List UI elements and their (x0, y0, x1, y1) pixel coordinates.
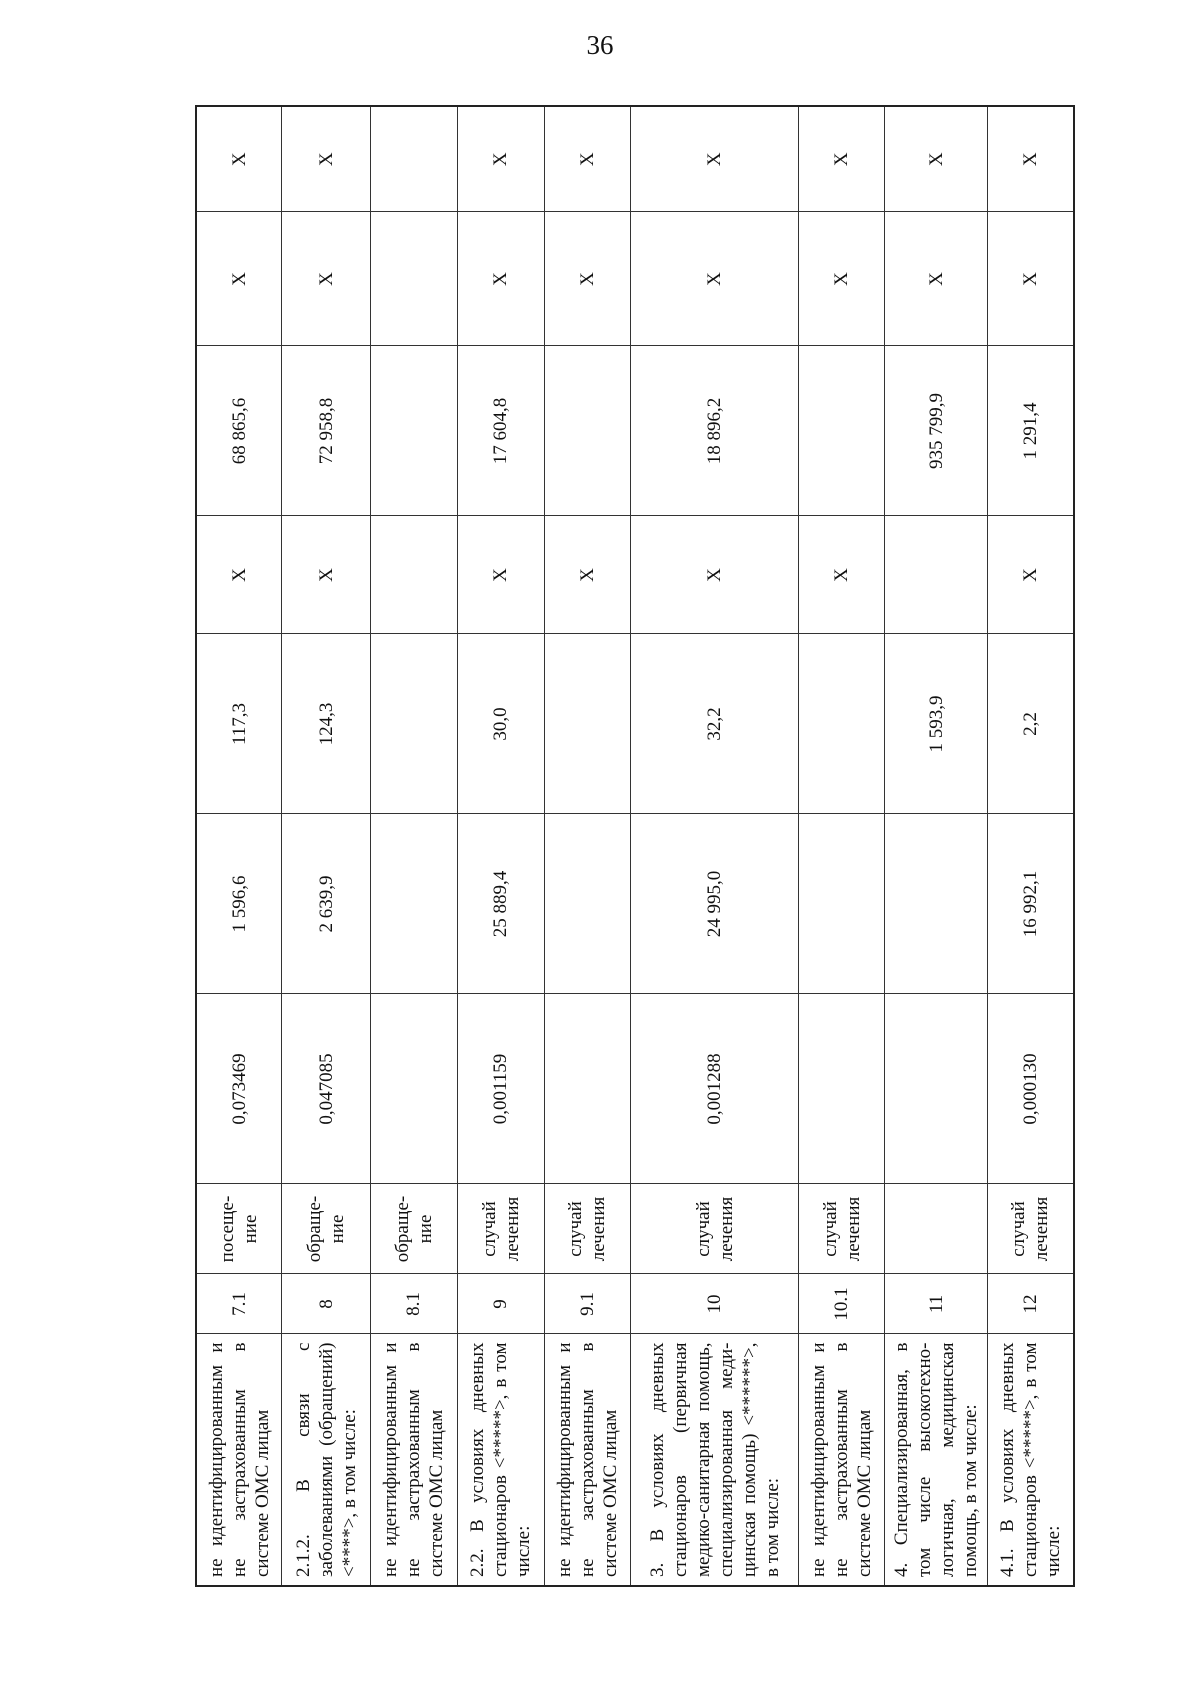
per-capita-budget: 1 593,9 (885, 634, 987, 814)
total-oms (371, 212, 458, 346)
table-row (544, 106, 631, 1586)
unit-cost (885, 814, 987, 994)
volume-norm (798, 994, 885, 1184)
unit-cost (544, 814, 631, 994)
share-percent: X (282, 106, 371, 212)
volume-norm: 0,001159 (457, 994, 544, 1184)
unit-cost (371, 814, 458, 994)
per-capita-oms: X (457, 516, 544, 634)
financing-table (195, 105, 1075, 1587)
row-label: 4.1. В условиях дневных стационаров <*****>, в том числе: (987, 1334, 1074, 1586)
table-row (196, 106, 282, 1586)
per-capita-oms (371, 516, 458, 634)
volume-norm: 0,001288 (631, 994, 798, 1184)
row-label: 2.2. В условиях дневных стационаров <*****>, в том числе: (457, 1334, 544, 1586)
unit-of-measure: посеще-ние (196, 1184, 282, 1274)
share-percent: X (196, 106, 282, 212)
volume-norm: 0,073469 (196, 994, 282, 1184)
row-label: не идентифицированным и не застрахованным в системе ОМС лицам (371, 1334, 458, 1586)
row-number: 10 (631, 1274, 798, 1334)
row-label: не идентифицированным и не застрахованным в системе ОМС лицам (798, 1334, 885, 1586)
total-budget: 935 799,9 (885, 346, 987, 516)
rotated-table-container (195, 107, 1075, 1587)
per-capita-oms: X (544, 516, 631, 634)
table-row (282, 106, 371, 1586)
row-number: 12 (987, 1274, 1074, 1334)
table-row (631, 106, 798, 1586)
per-capita-budget: 32,2 (631, 634, 798, 814)
unit-cost: 2 639,9 (282, 814, 371, 994)
row-label: не идентифицированным и не застрахованным в системе ОМС лицам (544, 1334, 631, 1586)
unit-cost (798, 814, 885, 994)
row-number: 9 (457, 1274, 544, 1334)
volume-norm (371, 994, 458, 1184)
total-budget: 68 865,6 (196, 346, 282, 516)
share-percent: X (885, 106, 987, 212)
total-budget: 17 604,8 (457, 346, 544, 516)
table-row (371, 106, 458, 1586)
volume-norm (885, 994, 987, 1184)
table-row (885, 106, 987, 1586)
volume-norm: 0,047085 (282, 994, 371, 1184)
total-oms: X (798, 212, 885, 346)
table-row (987, 106, 1074, 1586)
per-capita-budget (371, 634, 458, 814)
per-capita-budget: 117,3 (196, 634, 282, 814)
row-label: не идентифицированным и не застрахованным в системе ОМС лицам (196, 1334, 282, 1586)
row-number: 8 (282, 1274, 371, 1334)
per-capita-oms: X (798, 516, 885, 634)
row-number: 9.1 (544, 1274, 631, 1334)
share-percent (371, 106, 458, 212)
total-budget (544, 346, 631, 516)
table-row (457, 106, 544, 1586)
per-capita-oms: X (196, 516, 282, 634)
per-capita-budget: 124,3 (282, 634, 371, 814)
share-percent: X (987, 106, 1074, 212)
share-percent: X (544, 106, 631, 212)
total-oms: X (282, 212, 371, 346)
unit-cost: 16 992,1 (987, 814, 1074, 994)
total-budget: 72 958,8 (282, 346, 371, 516)
unit-cost: 1 596,6 (196, 814, 282, 994)
per-capita-budget: 30,0 (457, 634, 544, 814)
total-oms: X (987, 212, 1074, 346)
rotated-table-area (195, 107, 1075, 1587)
total-budget: 1 291,4 (987, 346, 1074, 516)
per-capita-oms: X (282, 516, 371, 634)
total-budget: 18 896,2 (631, 346, 798, 516)
row-number: 10.1 (798, 1274, 885, 1334)
row-label: 3. В условиях дневных стационаров (первичная медико-санитарная помощь, специализированная меди-цинская помощь) <******>, в том числе: (631, 1334, 798, 1586)
unit-of-measure: случай лечения (544, 1184, 631, 1274)
total-oms: X (457, 212, 544, 346)
total-budget (798, 346, 885, 516)
total-oms: X (631, 212, 798, 346)
row-label: 4. Специализированная, в том числе высокотехно-логичная, медицинская помощь, в том числе: (885, 1334, 987, 1586)
row-number: 8.1 (371, 1274, 458, 1334)
unit-cost: 24 995,0 (631, 814, 798, 994)
per-capita-oms (885, 516, 987, 634)
share-percent: X (798, 106, 885, 212)
per-capita-oms: X (987, 516, 1074, 634)
per-capita-budget (544, 634, 631, 814)
unit-of-measure: обраще-ние (371, 1184, 458, 1274)
share-percent: X (631, 106, 798, 212)
unit-cost: 25 889,4 (457, 814, 544, 994)
row-label: 2.1.2. В связи с заболеваниями (обращений) <****>, в том числе: (282, 1334, 371, 1586)
unit-of-measure: обраще-ние (282, 1184, 371, 1274)
unit-of-measure: случай лечения (457, 1184, 544, 1274)
volume-norm (544, 994, 631, 1184)
total-oms: X (885, 212, 987, 346)
total-oms: X (544, 212, 631, 346)
unit-of-measure: случай лечения (798, 1184, 885, 1274)
per-capita-oms: X (631, 516, 798, 634)
row-number: 11 (885, 1274, 987, 1334)
unit-of-measure (885, 1184, 987, 1274)
volume-norm: 0,000130 (987, 994, 1074, 1184)
row-number: 7.1 (196, 1274, 282, 1334)
page-number: 36 (586, 30, 614, 60)
table-row (798, 106, 885, 1586)
per-capita-budget (798, 634, 885, 814)
unit-of-measure: случай лечения (987, 1184, 1074, 1274)
share-percent: X (457, 106, 544, 212)
total-budget (371, 346, 458, 516)
unit-of-measure: случай лечения (631, 1184, 798, 1274)
total-oms: X (196, 212, 282, 346)
per-capita-budget: 2,2 (987, 634, 1074, 814)
